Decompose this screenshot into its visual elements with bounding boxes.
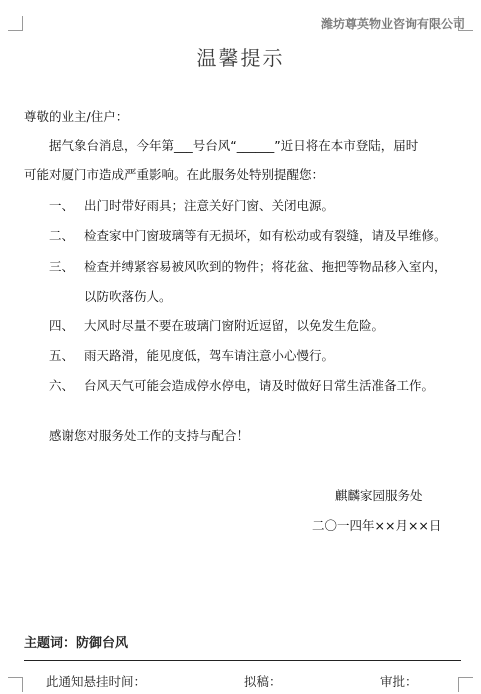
footer-divider (24, 660, 461, 661)
signature-date: 二〇一四年××月××日 (312, 518, 442, 533)
list-item-text: 大风时尽量不要在玻璃门窗附近逗留，以免发生危险。 (84, 318, 385, 333)
thanks-line: 感谢您对服务处工作的支持与配合！ (49, 428, 250, 443)
page-title: 温馨提示 (196, 46, 285, 70)
posted-time-label: 此通知悬挂时间： (46, 674, 147, 689)
corner-mark-bottom-right (458, 677, 473, 692)
list-item-number: 一、 (49, 198, 75, 213)
list-item-number: 六、 (49, 378, 75, 393)
signature-org: 麒麟家园服务处 (335, 488, 423, 503)
list-item-text: 雨天路滑，能见度低，驾车请注意小心慢行。 (84, 348, 335, 363)
list-item-number: 五、 (49, 348, 75, 363)
list-item-text: 台风天气可能会造成停水停电，请及时做好日常生活准备工作。 (84, 378, 435, 393)
salutation: 尊敬的业主/住户： (24, 109, 129, 124)
list-item-text-continued: 以防吹落伤人。 (84, 289, 172, 304)
corner-mark-bottom-left (8, 677, 23, 692)
intro-line-1: 据气象台消息，今年第___号台风“______”近日将在本市登陆，届时 (49, 138, 419, 153)
company-name: 潍坊尊英物业咨询有限公司 (320, 17, 465, 31)
list-item-text: 出门时带好雨具；注意关好门窗、关闭电源。 (84, 198, 335, 213)
list-item-number: 三、 (49, 259, 75, 274)
subject-keyword: 主题词：防御台风 (24, 636, 129, 651)
list-item-number: 二、 (49, 228, 75, 243)
drafter-label: 拟稿： (244, 674, 282, 689)
list-item-text: 检查并缚紧容易被风吹到的物件；将花盆、拖把等物品移入室内， (84, 259, 447, 274)
approver-label: 审批： (380, 674, 418, 689)
list-item-number: 四、 (49, 318, 75, 333)
list-item-text: 检查家中门窗玻璃等有无损坏，如有松动或有裂缝，请及早维修。 (84, 228, 447, 243)
corner-mark-top-left (8, 16, 23, 31)
intro-line-2: 可能对厦门市造成严重影响。在此服务处特别提醒您： (24, 167, 325, 182)
